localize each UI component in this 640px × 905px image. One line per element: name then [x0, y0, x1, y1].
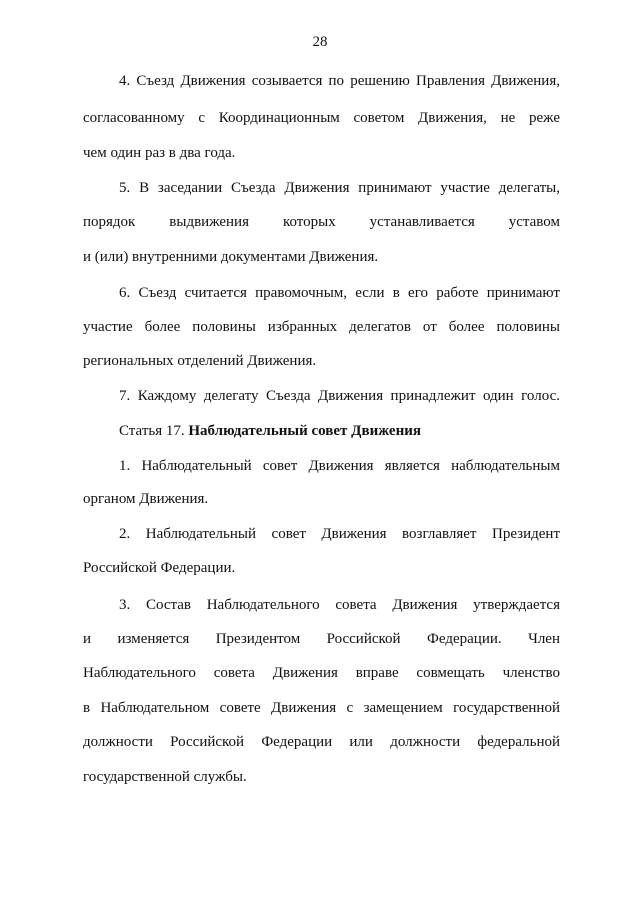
paragraph-line: Наблюдательного совета Движения вправе совмещать членство [83, 665, 560, 681]
paragraph-line: участие более половины избранных делегатов от более половины [83, 319, 560, 335]
paragraph-line: 4. Съезд Движения созывается по решению Правления Движения, [119, 73, 560, 89]
paragraph-line: государственной службы. [83, 769, 247, 785]
article-heading-title: Наблюдательный совет Движения [188, 423, 421, 439]
paragraph-line: чем один раз в два года. [83, 145, 236, 161]
paragraph-line: и (или) внутренними документами Движения. [83, 249, 379, 265]
paragraph-line: согласованному с Координационным советом Движения, не реже [83, 110, 560, 126]
paragraph-line: порядок выдвижения которых устанавливается уставом [83, 214, 560, 230]
paragraph-line: 5. В заседании Съезда Движения принимают участие делегаты, [119, 180, 560, 196]
paragraph-line: региональных отделений Движения. [83, 353, 317, 369]
paragraph-line: должности Российской Федерации или должности федеральной [83, 734, 560, 750]
article-heading [119, 421, 560, 441]
paragraph-line: и изменяется Президентом Российской Федерации. Член [83, 631, 560, 647]
paragraph-line: 7. Каждому делегату Съезда Движения принадлежит один голос. [119, 388, 560, 404]
page-number: 28 [312, 34, 328, 50]
paragraph-line: 1. Наблюдательный совет Движения является наблюдательным [119, 458, 560, 474]
paragraph-line: в Наблюдательном совете Движения с замещением государственной [83, 700, 560, 716]
paragraph-line: 6. Съезд считается правомочным, если в его работе принимают [119, 285, 560, 301]
article-heading-prefix: Статья 17. [119, 423, 189, 439]
paragraph-line: Российской Федерации. [83, 560, 236, 576]
paragraph-line: органом Движения. [83, 491, 209, 507]
paragraph-line: 2. Наблюдательный совет Движения возглавляет Президент [119, 526, 560, 542]
paragraph-line: 3. Состав Наблюдательного совета Движения утверждается [119, 597, 560, 613]
